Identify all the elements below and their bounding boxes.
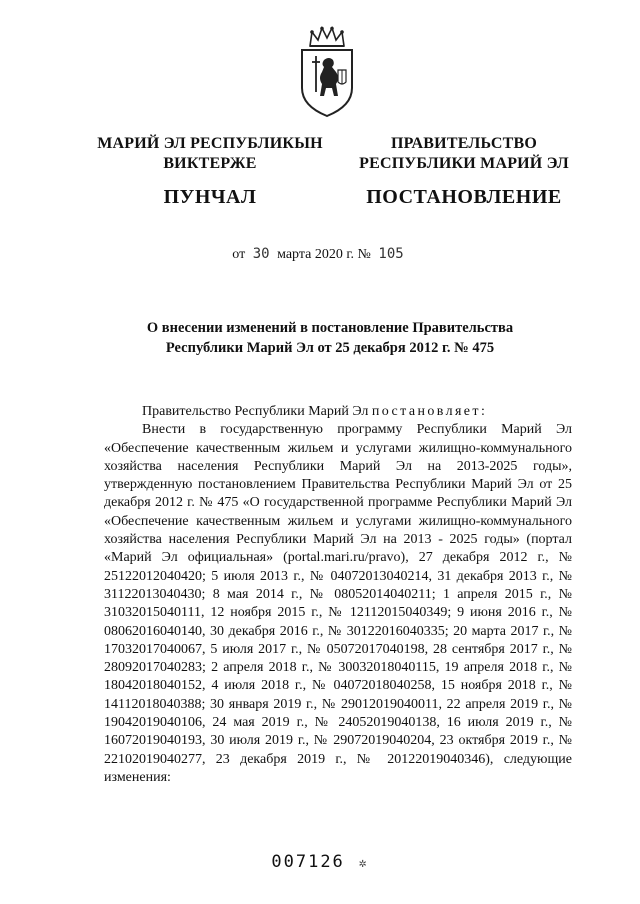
date-prefix: от bbox=[232, 247, 246, 262]
header-right-block bbox=[356, 134, 572, 210]
title-line2: Республики Марий Эл от 25 декабря 2012 г. № 475 bbox=[165, 340, 495, 356]
title-line1: О внесении изменений в постановление Правительства bbox=[146, 320, 514, 336]
header-left-doc-type: ПУНЧАЛ bbox=[163, 186, 257, 208]
header-right-line1: ПРАВИТЕЛЬСТВО bbox=[390, 135, 538, 152]
document-title bbox=[110, 318, 550, 358]
header-right-doc-type: ПОСТАНОВЛЕНИЕ bbox=[366, 186, 562, 208]
header-left-line2: ВИКТЕРЖЕ bbox=[163, 155, 257, 172]
intro-paragraph bbox=[104, 403, 572, 421]
document-date-line bbox=[0, 246, 640, 263]
header-right-line2: РЕСПУБЛИКИ МАРИЙ ЭЛ bbox=[359, 155, 569, 172]
document-number: 105 bbox=[378, 246, 404, 262]
date-month-year: марта 2020 г. № bbox=[277, 247, 371, 262]
intro-text: Правительство Республики Марий Эл bbox=[142, 404, 372, 419]
intro-spaced-word: постановляет: bbox=[371, 404, 488, 419]
serial-mark-icon: ✲ bbox=[358, 856, 369, 871]
document-body bbox=[104, 403, 572, 787]
coat-of-arms-icon bbox=[296, 26, 358, 118]
serial-number-block bbox=[0, 852, 640, 872]
main-paragraph: Внести в государственную программу Республики Марий Эл «Обеспечение качественным жильем и услугами жилищно-коммунального хозяйства населения Республики Марий Эл на 2013-2025 годы», утвержденную постановлением Правительства Республики Марий Эл от 25 декабря 2012 г. № 475 «О государственной программе Республики Марий Эл «Обеспечение качественным жильем и услугами жилищно-коммунального хозяйства населения Республики Марий Эл на 2013 - 2025 годы» (портал «Марий Эл официальная» (portal.mari.ru/pravo), 27 декабря 2012 г., № 25122012040420; 5 июля 2013 г., № 04072013040214, 31 декабря 2013 г., № 31122013040430; 8 мая 2014 г., № 08052014040211; 1 апреля 2015 г., № 31032015040111, 12 ноября 2015 г., № 12112015040349; 9 июня 2016 г., № 08062016040140, 30 декабря 2016 г., № 30122016040335; 20 марта 2017 г., № 17032017040067, 5 июля 2017 г., № 05072017040198, 28 сентября 2017 г., № 28092017040283; 2 апреля 2018 г., № 30032018040115, 19 апреля 2018 г., № 18042018040152, 4 июля 2018 г., № 04072018040258, 15 ноября 2018 г., № 14112018040388; 30 января 2019 г., № 29012019040011, 22 апреля 2019 г., № 19042019040106, 24 мая 2019 г., № 24052019040138, 16 июля 2019 г., № 16072019040193, 30 июля 2019 г., № 29072019040204, 23 октября 2019 г., № 22102019040277, 23 декабря 2019 г., № 20122019040346), следующие изменения: bbox=[104, 422, 572, 785]
date-day: 30 bbox=[252, 246, 270, 262]
header-left-block bbox=[96, 134, 324, 210]
header-left-line1: МАРИЙ ЭЛ РЕСПУБЛИКЫН bbox=[97, 135, 323, 152]
serial-number: 007126 bbox=[271, 852, 345, 872]
